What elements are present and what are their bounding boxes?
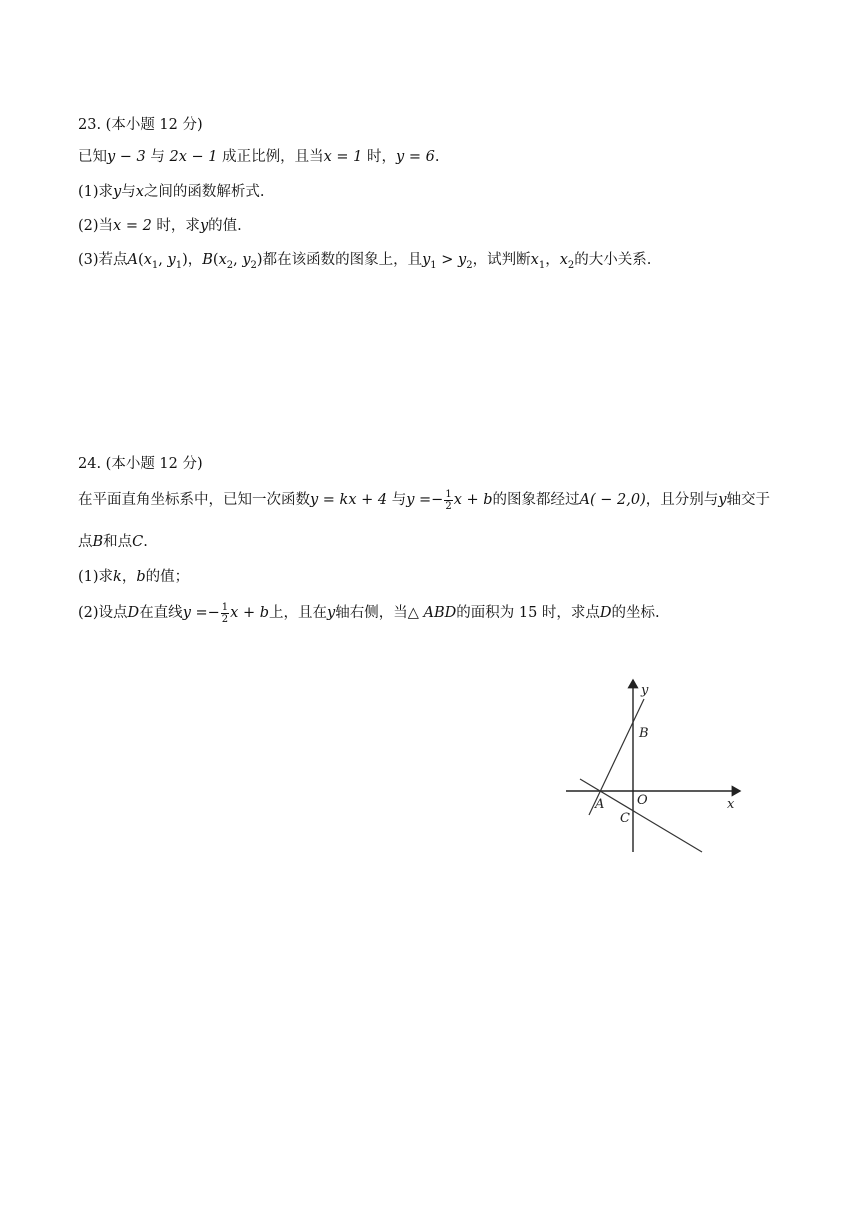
point-A-label: A <box>595 797 605 812</box>
q24-header: 24. (本小题 12 分) <box>78 456 203 472</box>
line-AC <box>580 779 702 852</box>
q24-stem-line2: 点B和点C. <box>78 534 148 550</box>
point-C-label: C <box>620 811 630 826</box>
fraction: $\frac{1}{2}$ <box>445 488 452 512</box>
q24-part2: (2)设点D在直线y =− $\frac{1}{2}$ x + b上，且在y轴右侧，当△ ABD的面积为 15 时，求点D的坐标. <box>78 601 660 625</box>
q24-part1: (1)求k，b的值； <box>78 569 190 585</box>
y-axis-label: y <box>641 683 649 698</box>
origin-label: O <box>637 793 648 808</box>
fraction: $\frac{1}{2}$ <box>221 601 229 625</box>
x-axis-label: x <box>727 797 735 812</box>
coordinate-figure <box>560 672 750 858</box>
q23-part3: (3)若点$A(x_1$, $y_1$)，$B(x_2$, $y_2$)都在该函数的图象上，且$y_1 > y_2$，试判断$x_1$，$x_2$的大小关系. <box>78 252 652 271</box>
q23-header: 23. (本小题 12 分) <box>78 117 203 133</box>
q24-stem: 在平面直角坐标系中，已知一次函数y = kx + 4 与y =− $\frac{1}{2}$ x + b的图象都经过A( − 2,0)，且分别与y轴交于 <box>78 488 770 512</box>
point-B-label: B <box>639 726 649 741</box>
q23-part2: (2)当x = 2 时，求y的值. <box>78 218 242 234</box>
q23-part1: (1)求y与x之间的函数解析式. <box>78 184 265 200</box>
q23-stem: 已知y − 3 与 2x − 1 成正比例，且当x = 1 时，y = 6. <box>78 149 440 165</box>
